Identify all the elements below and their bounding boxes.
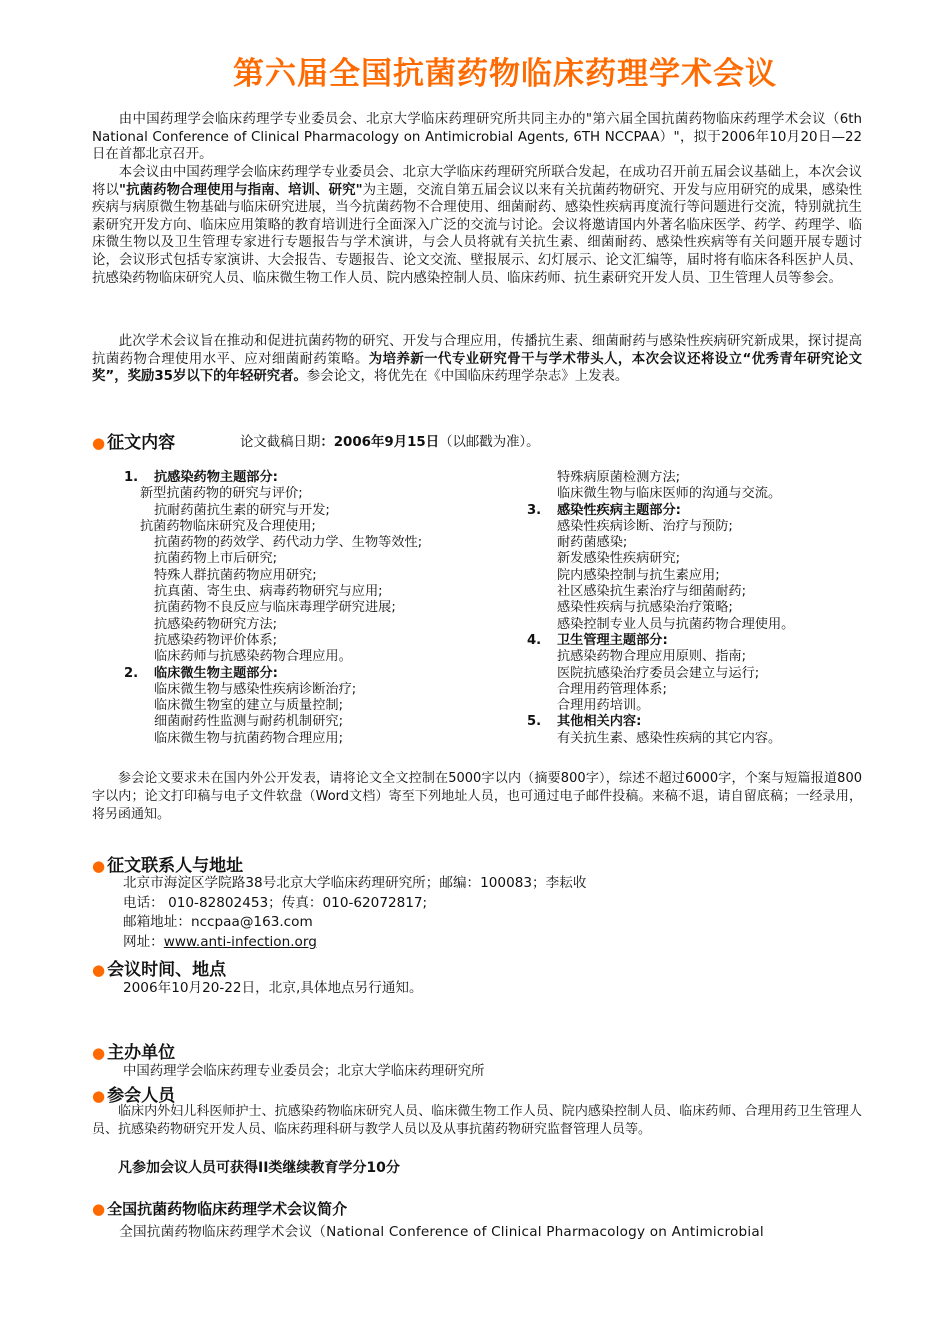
list-number: 2. <box>124 665 139 681</box>
intro-p3-c: 参会论文，将优先在《中国临床药理学杂志》上发表。 <box>306 369 629 385</box>
list-item: 临床微生物室的建立与质量控制; <box>154 698 344 714</box>
intro-paragraph-1: 由中国药理学会临床药理学专业委员会、北京大学临床药理研究所共同主办的"第六届全国抗菌药物临床药理学术会议（6th National Conference of Clinical Pharmacology on Antimicrobial Agents, 6TH NCCPAA）"，拟于2006年10月20日—22日在首都北京召开。 <box>92 112 862 163</box>
list-item: 合理用药培训。 <box>557 698 650 714</box>
list-item: 抗菌药物的药效学、药代动力学、生物等效性; <box>154 535 423 551</box>
bullet-icon: ● <box>92 434 106 452</box>
list-item: 抗菌药物临床研究及合理使用; <box>140 518 316 534</box>
list-item: 抗感染药物研究方法; <box>154 616 278 632</box>
list-item <box>527 503 794 519</box>
contact-phone: 电话： 010-82802453；传真：010-62072817; <box>123 894 428 911</box>
host-text: 中国药理学会临床药理专业委员会；北京大学临床药理研究所 <box>123 1064 485 1079</box>
list-item: 合理用药管理体系; <box>557 681 667 697</box>
list-item: 临床微生物与临床医师的沟通与交流。 <box>557 486 782 502</box>
list-item: 抗耐药菌抗生素的研究与开发; <box>154 502 330 518</box>
list-number: 4. <box>527 632 542 648</box>
contact-address: 北京市海淀区学院路38号北京大学临床药理研究所；邮编：100083；李耘收 <box>123 875 587 891</box>
list-number: 1. <box>124 470 139 485</box>
bullet-icon: ● <box>92 1044 106 1062</box>
list-heading: 感染性疾病主题部分: <box>557 502 681 518</box>
list-item: 抗真菌、寄生虫、病毒药物研究与应用; <box>154 584 383 600</box>
list-item: 抗感染药物合理应用原则、指南; <box>557 649 747 665</box>
list-item: 特殊病原菌检测方法; <box>557 470 681 485</box>
list-item: 抗感染药物评价体系; <box>154 632 278 648</box>
list-item: 特殊人群抗菌药物应用研究; <box>154 567 317 583</box>
list-number: 3. <box>527 502 542 518</box>
intro-p3-award: 为培养新一代专业研究骨干与学术带头人，本次会议还将设立“优秀青年研究论文奖”，奖励35岁以下的年轻研究者。 <box>92 351 862 385</box>
contact-heading: ● 征文联系人与地址 <box>92 856 244 876</box>
host-heading: ● 主办单位 <box>92 1043 176 1063</box>
contact-email[interactable]: 邮箱地址：nccpaa@163.com <box>123 914 313 930</box>
list-item: 感染性疾病与抗感染治疗策略; <box>557 600 733 616</box>
intro-p3-a: 此次学术会议旨在推动和促进抗菌药物的研究、开发与合理应用，传播抗生素、细菌耐药与感染性疾病研究新成果，探讨提高抗菌药物合理使用水平、应对细菌耐药策略。 <box>92 334 862 367</box>
list-item: 抗菌药物上市后研究; <box>154 551 278 567</box>
list-item: 院内感染控制与抗生素应用; <box>557 567 720 583</box>
attendees-heading: ● 参会人员 <box>92 1086 176 1106</box>
call-heading: ● 征文内容 <box>92 433 176 453</box>
list-item: 医院抗感染治疗委员会建立与运行; <box>557 665 760 681</box>
bullet-icon: ● <box>92 1200 106 1218</box>
list-item: 感染控制专业人员与抗菌药物合理使用。 <box>557 616 795 632</box>
list-item <box>124 666 422 682</box>
time-text: 2006年10月20-22日，北京,具体地点另行通知。 <box>123 980 423 996</box>
list-item <box>527 714 794 730</box>
call-left-column <box>124 470 422 747</box>
list-item: 新型抗菌药物的研究与评价; <box>140 486 303 502</box>
list-item: 新发感染性疾病研究; <box>557 551 681 567</box>
time-heading: ● 会议时间、地点 <box>92 960 227 980</box>
list-item: 临床微生物与抗菌药物合理应用; <box>154 730 344 746</box>
credit-text: 凡参加会议人员可获得II类继续教育学分10分 <box>118 1160 400 1176</box>
intro-p2-theme: "抗菌药物合理使用与指南、培训、研究" <box>119 182 363 198</box>
list-item <box>124 470 422 486</box>
list-item: 感染性疾病诊断、治疗与预防; <box>557 518 733 534</box>
intro-paragraph-3 <box>92 333 862 386</box>
list-heading: 其他相关内容: <box>557 714 642 730</box>
intro-paragraph-2 <box>92 164 862 287</box>
list-heading: 卫生管理主题部分: <box>557 632 668 648</box>
contact-block <box>123 874 586 952</box>
list-item: 社区感染抗生素治疗与细菌耐药; <box>557 584 747 600</box>
contact-website: 网址：www.anti-infection.org <box>123 933 317 950</box>
deadline-text: 论文截稿日期：2006年9月15日（以邮戳为准）。 <box>240 435 540 450</box>
call-right-column <box>527 470 794 747</box>
website-link[interactable]: www.anti-infection.org <box>163 933 317 950</box>
intro-p2-c: 为主题，交流自第五届会议以来有关抗菌药物研究、开发与应用研究的成果，感染性疾病与病原微生物基础与临床研究进展，当今抗菌药物不合理使用、细菌耐药、感染性疾病再度流行等问题进行交流，特别就抗生素研究开发方向、临床应用策略的教育培训进行全面深入广泛的交流与讨论。会议将邀请国内外著名临床医学、药学、药理学、临床微生物以及卫生管理专家进行专题报告与学术演讲，与会人员将就有关抗生素、细菌耐药、感染性疾病等有关问题开展专题讨论，会议形式包括专家演讲、大会报告、专题报告、论文交流、壁报展示、幻灯展示、论文汇编等，届时将有临床各科医护人员、抗感染药物临床研究人员、临床微生物工作人员、院内感染控制人员、临床药师、抗生素研究开发人员、卫生管理人员等参会。 <box>92 182 863 286</box>
list-item: 耐药菌感染; <box>557 535 628 551</box>
submission-note: 参会论文要求未在国内外公开发表，请将论文全文控制在5000字以内（摘要800字），综述不超过6000字，个案与短篇报道800字以内；论文打印稿与电子文件软盘（Word文档）寄至下列地址人员，也可通过电子邮件投稿。来稿不退，请自留底稿；一经录用，将另函通知。 <box>92 771 862 822</box>
list-number: 5. <box>527 714 542 730</box>
list-item <box>527 633 794 649</box>
attendees-text: 临床内外妇儿科医师护士、抗感染药物临床研究人员、临床微生物工作人员、院内感染控制人员、临床药师、合理用药卫生管理人员、抗感染药物研究开发人员、临床药理科研与教学人员以及从事抗菌药物研究监督管理人员等。 <box>92 1104 862 1137</box>
page-title: 第六届全国抗菌药物临床药理学术会议 <box>233 56 777 92</box>
bullet-icon: ● <box>92 1087 106 1105</box>
list-item: 临床微生物与感染性疾病诊断治疗; <box>154 681 357 697</box>
summary-text: 全国抗菌药物临床药理学术会议（National Conference of Clinical Pharmacology on Antimicrobial <box>119 1224 764 1240</box>
list-heading: 临床微生物主题部分: <box>154 665 278 681</box>
bullet-icon: ● <box>92 857 106 875</box>
intro-p2-a: 本会议由中国药理学会临床药理学专业委员会、北京大学临床药理研究所联合发起，在成功召开前五届会议基础上，本次会议将以 <box>92 165 862 198</box>
bullet-icon: ● <box>92 961 106 979</box>
list-item: 有关抗生素、感染性疾病的其它内容。 <box>557 730 782 746</box>
list-item: 细菌耐药性监测与耐药机制研究; <box>154 714 344 730</box>
list-heading: 抗感染药物主题部分: <box>154 470 278 485</box>
list-item: 临床药师与抗感染药物合理应用。 <box>154 649 352 665</box>
summary-heading: ● 全国抗菌药物临床药理学术会议简介 <box>92 1200 348 1218</box>
list-item: 抗菌药物不良反应与临床毒理学研究进展; <box>154 600 396 616</box>
